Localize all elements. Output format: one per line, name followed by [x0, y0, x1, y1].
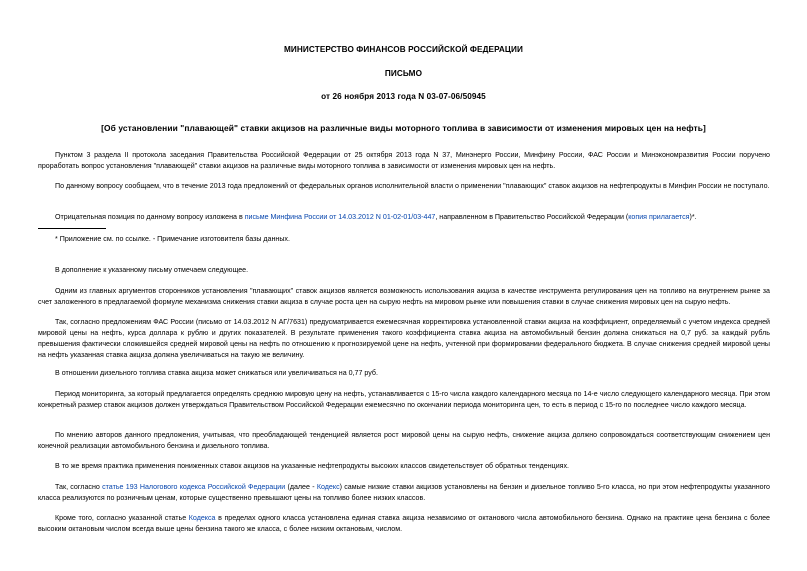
document-type: ПИСЬМО	[384, 69, 423, 78]
paragraph-6: Так, согласно предложениям ФАС России (письмо от 14.03.2012 N АГ/7631) предусматривается ежемесячная корректировка установленной ставки акциза на коэффициент, определяемый с учетом индекса средней мировой цены на нефть, курса доллара к рублю и других показателей. В результате применения такого коэффициента ставка акциза на автомобильный бензин должна снижаться на 0,7 руб. за каждый рубль превышения фактически сложившейся средней мировой цены на нефть по отношению к прогнозируемой цене на нефть, учтенной при формировании федерального бюджета. В случае снижения средней мировой цены на нефть указанная ставка акциза должна увеличиваться на такую же величину.	[38, 318, 770, 359]
footnote-divider	[38, 228, 106, 229]
copy-attached-link[interactable]: копия прилагается	[628, 213, 690, 221]
document-subject: [Об установлении "плавающей" ставки акцизов на различные виды моторного топлива в зависимости от изменения мировых цен на нефть]	[101, 123, 706, 133]
paragraph-12	[38, 513, 770, 535]
paragraph-11-text-before: Так, согласно	[55, 483, 103, 491]
paragraph-3-text-after: )*.	[689, 213, 697, 221]
code-link[interactable]: Кодекс	[316, 483, 340, 491]
footnote: * Приложение см. по ссылке. - Примечание изготовителя базы данных.	[55, 235, 290, 243]
paragraph-3-text-middle: , направленном в Правительство Российской Федерации (	[435, 213, 629, 221]
code-article-link[interactable]: Кодекса	[188, 514, 216, 522]
paragraph-9: По мнению авторов данного предложения, учитывая, что преобладающей тенденцией является рост мировой цены на сырую нефть, снижение акциза должно сопровождаться соответствующим снижением цен конечной реализации автомобильного бензина и дизельного топлива.	[38, 431, 770, 450]
paragraph-1: Пунктом 3 раздела II протокола заседания Правительства Российской Федерации от 25 октября 2013 года N 37, Минэнерго России, Минфину России, ФАС России и Минэкономразвития России поручено проработать вопрос установления "плавающей" ставки акцизов на различные виды моторного топлива в зависимости от изменения мировых цен на нефть.	[38, 151, 770, 170]
paragraph-12-text-before: Кроме того, согласно указанной статье	[55, 514, 189, 522]
paragraph-11-text-after: ) самые низкие ставки акцизов установлены на бензин и дизельное топливо 5-го класса, но при этом нефтепродукты указанного класса реализуются по розничным ценам, которые существенно превышают цены на топливо более низких классов.	[38, 483, 770, 502]
paragraph-4: В дополнение к указанному письму отмечаем следующее.	[55, 266, 249, 274]
paragraph-8: Период мониторинга, за который предлагается определять среднюю мировую цену на нефть, устанавливается с 15-го числа каждого календарного месяца по 14-е число следующего календарного месяца. При этом конкретный размер ставок акцизов должен утверждаться Правительством Российской Федерации ежемесячно по окончании периода мониторинга цен, то есть в период с 15-го по последнее число каждого месяца.	[38, 390, 770, 409]
paragraph-5: Одним из главных аргументов сторонников установления "плавающих" ставок акцизов является возможность использования акциза в качестве инструмента регулирования цен на топливо на внутреннем рынке за счет заложенного в предлагаемой формуле механизма снижения ставки акциза в случае роста цен на сырую нефть на мировом рынке или повышения ставки в случае снижения мировых цен на сырую нефть.	[38, 287, 770, 306]
paragraph-3	[38, 212, 770, 223]
paragraph-2: По данному вопросу сообщаем, что в течение 2013 года предложений от федеральных органов исполнительной власти о применении "плавающих" ставок акцизов на нефтепродукты в Минфин России не поступало.	[55, 182, 770, 190]
paragraph-12-text-after: в пределах одного класса установлена единая ставка акциза независимо от октанового числа автомобильного бензина. Однако на практике цена бензина с более высоким октановым числом всегда выше цены бензина такого же класса, с более низким октановым, числом.	[38, 514, 770, 533]
paragraph-11-text-middle: (далее -	[285, 483, 317, 491]
paragraph-10: В то же время практика применения пониженных ставок акцизов на указанные нефтепродукты высоких классов свидетельствует об обратных тенденциях.	[55, 462, 570, 470]
paragraph-3-text-before: Отрицательная позиция по данному вопросу изложена в	[55, 213, 245, 221]
ministry-title: МИНИСТЕРСТВО ФИНАНСОВ РОССИЙСКОЙ ФЕДЕРАЦИИ	[284, 45, 523, 54]
tax-code-article-193-link[interactable]: статье 193 Налогового кодекса Российской Федерации	[102, 483, 286, 491]
paragraph-7: В отношении дизельного топлива ставка акциза может снижаться или увеличиваться на 0,77 руб.	[55, 369, 378, 377]
paragraph-11	[38, 482, 770, 504]
minfin-letter-link[interactable]: письме Минфина России от 14.03.2012 N 01-02-01/03-447	[244, 213, 436, 221]
document-date-number: от 26 ноября 2013 года N 03-07-06/50945	[321, 92, 486, 101]
